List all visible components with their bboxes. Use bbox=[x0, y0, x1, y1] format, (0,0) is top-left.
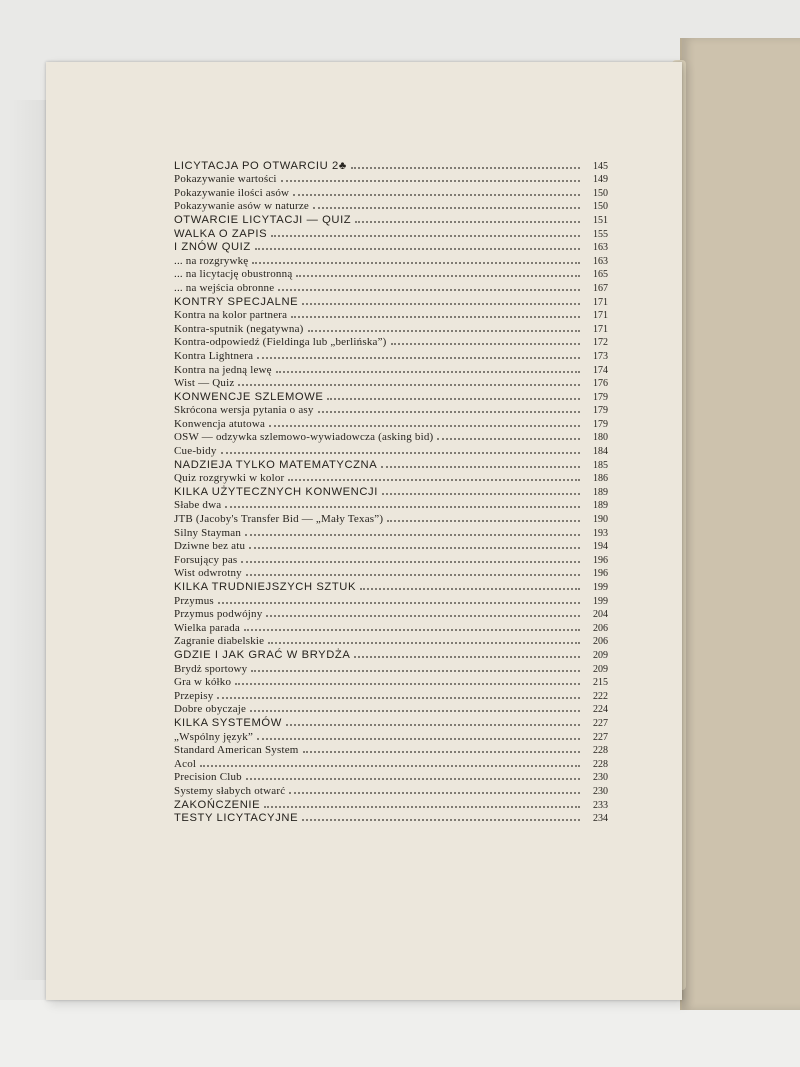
toc-page-number: 179 bbox=[593, 405, 608, 417]
toc-entry bbox=[174, 756, 608, 770]
toc-chapter bbox=[174, 579, 608, 593]
toc-page-number: 150 bbox=[593, 201, 608, 213]
toc-page-number: 171 bbox=[593, 323, 608, 335]
toc-entry-title: KILKA TRUDNIEJSZYCH SZTUK bbox=[174, 581, 357, 593]
toc-page-number: 209 bbox=[593, 649, 608, 661]
dot-leader bbox=[286, 723, 580, 726]
toc-entry-title: KONWENCJE SZLEMOWE bbox=[174, 390, 324, 403]
dot-leader bbox=[200, 764, 580, 767]
toc-entry bbox=[174, 443, 608, 457]
dot-leader bbox=[296, 274, 580, 277]
toc-entry-title: Wist — Quiz bbox=[174, 377, 235, 390]
toc-page-number: 150 bbox=[593, 187, 608, 199]
toc-entry bbox=[174, 335, 608, 349]
dot-leader bbox=[278, 288, 580, 291]
dot-leader bbox=[276, 370, 580, 373]
toc-entry bbox=[174, 743, 608, 757]
dot-leader bbox=[313, 206, 580, 209]
toc-entry-title: Wielka parada bbox=[174, 621, 240, 634]
toc-page-number: 167 bbox=[593, 282, 608, 294]
toc-entry bbox=[174, 593, 608, 607]
toc-page-number: 179 bbox=[593, 391, 608, 403]
toc-entry-title: Dziwne bez atu bbox=[174, 540, 246, 553]
toc-page-number: 206 bbox=[593, 636, 608, 648]
toc-entry-title: Kontra na jedną lewę bbox=[174, 363, 272, 376]
toc-page-number: 228 bbox=[593, 745, 608, 757]
toc-chapter bbox=[174, 212, 608, 226]
toc-page-number: 173 bbox=[593, 350, 608, 362]
dot-leader bbox=[217, 696, 580, 699]
dot-leader bbox=[308, 329, 580, 332]
dot-leader bbox=[387, 519, 580, 522]
dot-leader bbox=[244, 628, 580, 631]
toc-page-number: 230 bbox=[593, 772, 608, 784]
toc-page-number: 199 bbox=[593, 582, 608, 593]
toc-page-number: 171 bbox=[593, 310, 608, 322]
toc-entry-title: Konwencja atutowa bbox=[174, 417, 266, 430]
dot-leader bbox=[318, 410, 580, 413]
toc-entry bbox=[174, 430, 608, 444]
toc-entry bbox=[174, 376, 608, 390]
toc-entry-title: TESTY LICYTACYJNE bbox=[174, 812, 299, 825]
toc-entry-title: Przymus bbox=[174, 594, 214, 607]
toc-page-number: 206 bbox=[593, 622, 608, 634]
dot-leader bbox=[268, 641, 580, 644]
table-surface bbox=[0, 1000, 800, 1067]
toc-entry bbox=[174, 607, 608, 621]
toc-entry-title: Acol bbox=[174, 757, 197, 770]
dot-leader bbox=[289, 791, 580, 794]
toc-page-number: 180 bbox=[593, 432, 608, 444]
toc-entry-title: Słabe dwa bbox=[174, 499, 222, 512]
dot-leader bbox=[437, 437, 580, 440]
toc-page-number: 184 bbox=[593, 446, 608, 458]
toc-chapter bbox=[174, 647, 608, 661]
dot-leader bbox=[218, 601, 580, 604]
dot-leader bbox=[291, 315, 580, 318]
toc-entry-title: KONTRY SPECJALNE bbox=[174, 295, 299, 308]
toc-page-number: 234 bbox=[593, 813, 608, 825]
dot-leader bbox=[255, 247, 580, 250]
toc-entry bbox=[174, 661, 608, 675]
dot-leader bbox=[238, 383, 580, 386]
toc-page-number: 224 bbox=[593, 704, 608, 716]
toc-entry-title: Przymus podwójny bbox=[174, 608, 263, 621]
toc-entry-title: Pokazywanie asów w naturze bbox=[174, 200, 310, 213]
toc-page-number: 185 bbox=[593, 459, 608, 471]
toc-page-number: 145 bbox=[593, 160, 608, 172]
dot-leader bbox=[266, 614, 580, 617]
toc-entry-title: Wist odwrotny bbox=[174, 567, 242, 580]
dot-leader bbox=[391, 342, 580, 345]
toc-entry bbox=[174, 770, 608, 784]
toc-page-number: 179 bbox=[593, 418, 608, 430]
toc-entry-title: Silny Stayman bbox=[174, 526, 242, 539]
toc-page-number: 151 bbox=[593, 214, 608, 226]
dot-leader bbox=[221, 451, 580, 454]
toc-entry bbox=[174, 675, 608, 689]
dot-leader bbox=[355, 220, 580, 223]
dot-leader bbox=[327, 397, 580, 400]
toc-page-number: 190 bbox=[593, 514, 608, 526]
toc-page-number: 165 bbox=[593, 269, 608, 281]
toc-entry bbox=[174, 308, 608, 322]
toc-entry bbox=[174, 199, 608, 213]
toc-entry-title: ... na licytację obustronną bbox=[174, 268, 293, 281]
toc-chapter bbox=[174, 457, 608, 471]
toc-entry-title: JTB (Jacoby's Transfer Bid — „Mały Texas”) bbox=[174, 513, 384, 526]
toc-entry-title: LICYTACJA PO OTWARCIU 2♣ bbox=[174, 159, 347, 172]
dot-leader bbox=[351, 166, 580, 169]
toc-entry-title: Systemy słabych otwarć bbox=[174, 784, 286, 797]
toc-entry bbox=[174, 620, 608, 634]
toc-chapter bbox=[174, 226, 608, 240]
toc-entry-title: I ZNÓW QUIZ bbox=[174, 241, 251, 254]
toc-page-number: 186 bbox=[593, 473, 608, 485]
toc-entry bbox=[174, 566, 608, 580]
toc-chapter bbox=[174, 715, 608, 729]
toc-page-number: 176 bbox=[593, 378, 608, 390]
dot-leader bbox=[354, 655, 580, 658]
toc-entry bbox=[174, 348, 608, 362]
toc-page-number: 209 bbox=[593, 663, 608, 675]
toc-entry bbox=[174, 702, 608, 716]
toc-entry bbox=[174, 783, 608, 797]
dot-leader bbox=[245, 533, 580, 536]
toc-entry bbox=[174, 688, 608, 702]
toc-entry-title: Kontra-sputnik (negatywna) bbox=[174, 322, 304, 335]
dot-leader bbox=[235, 682, 580, 685]
toc-entry-title: Pokazywanie ilości asów bbox=[174, 186, 290, 199]
toc-page-number: 193 bbox=[593, 527, 608, 539]
toc-page-number: 171 bbox=[593, 296, 608, 308]
toc-entry bbox=[174, 185, 608, 199]
dot-leader bbox=[382, 492, 580, 495]
toc-chapter bbox=[174, 484, 608, 498]
toc-entry-title: NADZIEJA TYLKO MATEMATYCZNA bbox=[174, 458, 378, 471]
toc-page-number: 189 bbox=[593, 500, 608, 512]
toc-page-number: 163 bbox=[593, 242, 608, 254]
toc-page-number: 189 bbox=[593, 486, 608, 498]
toc-entry bbox=[174, 634, 608, 648]
dot-leader bbox=[360, 587, 580, 590]
toc-page-number: 172 bbox=[593, 337, 608, 349]
toc-entry bbox=[174, 321, 608, 335]
toc-entry bbox=[174, 172, 608, 186]
toc-page-number: 230 bbox=[593, 785, 608, 797]
dot-leader bbox=[257, 356, 580, 359]
dot-leader bbox=[281, 179, 580, 182]
toc-chapter bbox=[174, 797, 608, 811]
toc-entry bbox=[174, 362, 608, 376]
toc-entry-title: ... na rozgrywkę bbox=[174, 254, 249, 267]
toc-entry-title: KILKA UŻYTECZNYCH KONWENCJI bbox=[174, 485, 378, 498]
toc-entry bbox=[174, 280, 608, 294]
toc-entry bbox=[174, 511, 608, 525]
toc-chapter bbox=[174, 240, 608, 254]
book-cover bbox=[680, 38, 800, 1010]
dot-leader bbox=[271, 234, 580, 237]
toc-entry-title: Gra w kółko bbox=[174, 676, 232, 689]
book-page bbox=[46, 62, 682, 1000]
dot-leader bbox=[251, 669, 580, 672]
toc-entry-title: Standard American System bbox=[174, 744, 299, 757]
dot-leader bbox=[302, 818, 580, 821]
toc-entry bbox=[174, 525, 608, 539]
toc-chapter bbox=[174, 811, 608, 825]
toc-entry-title: Zagranie diabelskie bbox=[174, 635, 265, 648]
dot-leader bbox=[246, 573, 580, 576]
toc-page-number: 199 bbox=[593, 595, 608, 607]
toc-entry-title: KILKA SYSTEMÓW bbox=[174, 716, 282, 729]
toc-entry-title: ... na wejścia obronne bbox=[174, 281, 275, 294]
toc-page-number: 196 bbox=[593, 554, 608, 566]
toc-entry-title: Dobre obyczaje bbox=[174, 703, 247, 716]
toc-page-number: 174 bbox=[593, 364, 608, 376]
toc-page-number: 149 bbox=[593, 174, 608, 186]
toc-entry-title: Kontra-odpowiedź (Fieldinga lub „berlińska”) bbox=[174, 336, 387, 349]
toc-entry-title: OTWARCIE LICYTACJI — QUIZ bbox=[174, 213, 352, 226]
toc-chapter bbox=[174, 294, 608, 308]
toc-page-number: 215 bbox=[593, 677, 608, 689]
dot-leader bbox=[288, 478, 580, 481]
toc-page-number: 196 bbox=[593, 568, 608, 580]
toc-entry bbox=[174, 416, 608, 430]
toc-entry bbox=[174, 267, 608, 281]
toc-entry-title: ZAKOŃCZENIE bbox=[174, 798, 261, 811]
dot-leader bbox=[225, 505, 580, 508]
dot-leader bbox=[246, 777, 580, 780]
toc-entry-title: Przepisy bbox=[174, 689, 214, 702]
dot-leader bbox=[381, 465, 580, 468]
toc-entry bbox=[174, 729, 608, 743]
toc-page-number: 204 bbox=[593, 609, 608, 621]
toc-page-number: 227 bbox=[593, 717, 608, 729]
dot-leader bbox=[252, 261, 580, 264]
dot-leader bbox=[241, 560, 580, 563]
toc-entry-title: Quiz rozgrywki w kolor bbox=[174, 472, 285, 485]
toc-entry-title: Brydż sportowy bbox=[174, 662, 248, 675]
toc-page-number: 163 bbox=[593, 255, 608, 267]
toc-chapter bbox=[174, 158, 608, 172]
toc-entry-title: Forsujący pas bbox=[174, 553, 238, 566]
toc-chapter bbox=[174, 389, 608, 403]
toc-entry-title: Cue-bidy bbox=[174, 445, 217, 458]
toc-entry-title: WALKA O ZAPIS bbox=[174, 227, 268, 240]
table-of-contents bbox=[174, 158, 608, 824]
toc-entry-title: „Wspólny język” bbox=[174, 730, 254, 743]
dot-leader bbox=[250, 709, 580, 712]
toc-entry-title: Precision Club bbox=[174, 771, 242, 784]
toc-page-number: 194 bbox=[593, 541, 608, 553]
toc-entry bbox=[174, 471, 608, 485]
dot-leader bbox=[264, 805, 580, 808]
toc-entry-title: Kontra Lightnera bbox=[174, 349, 254, 362]
toc-entry-title: OSW — odzywka szlemowo-wywiadowcza (asking bid) bbox=[174, 431, 434, 444]
toc-page-number: 233 bbox=[593, 799, 608, 811]
toc-entry bbox=[174, 403, 608, 417]
toc-entry-title: Pokazywanie wartości bbox=[174, 173, 277, 186]
dot-leader bbox=[303, 750, 580, 753]
toc-entry bbox=[174, 253, 608, 267]
dot-leader bbox=[257, 737, 580, 740]
dot-leader bbox=[302, 302, 580, 305]
toc-entry-title: GDZIE I JAK GRAĆ W BRYDŻA bbox=[174, 648, 351, 661]
toc-page-number: 227 bbox=[593, 731, 608, 743]
toc-page-number: 155 bbox=[593, 228, 608, 240]
toc-entry-title: Kontra na kolor partnera bbox=[174, 309, 288, 322]
dot-leader bbox=[269, 424, 580, 427]
toc-page-number: 228 bbox=[593, 758, 608, 770]
dot-leader bbox=[293, 193, 580, 196]
dot-leader bbox=[249, 546, 580, 549]
toc-entry bbox=[174, 539, 608, 553]
toc-entry bbox=[174, 552, 608, 566]
toc-entry bbox=[174, 498, 608, 512]
toc-entry-title: Skrócona wersja pytania o asy bbox=[174, 404, 314, 417]
toc-page-number: 222 bbox=[593, 690, 608, 702]
